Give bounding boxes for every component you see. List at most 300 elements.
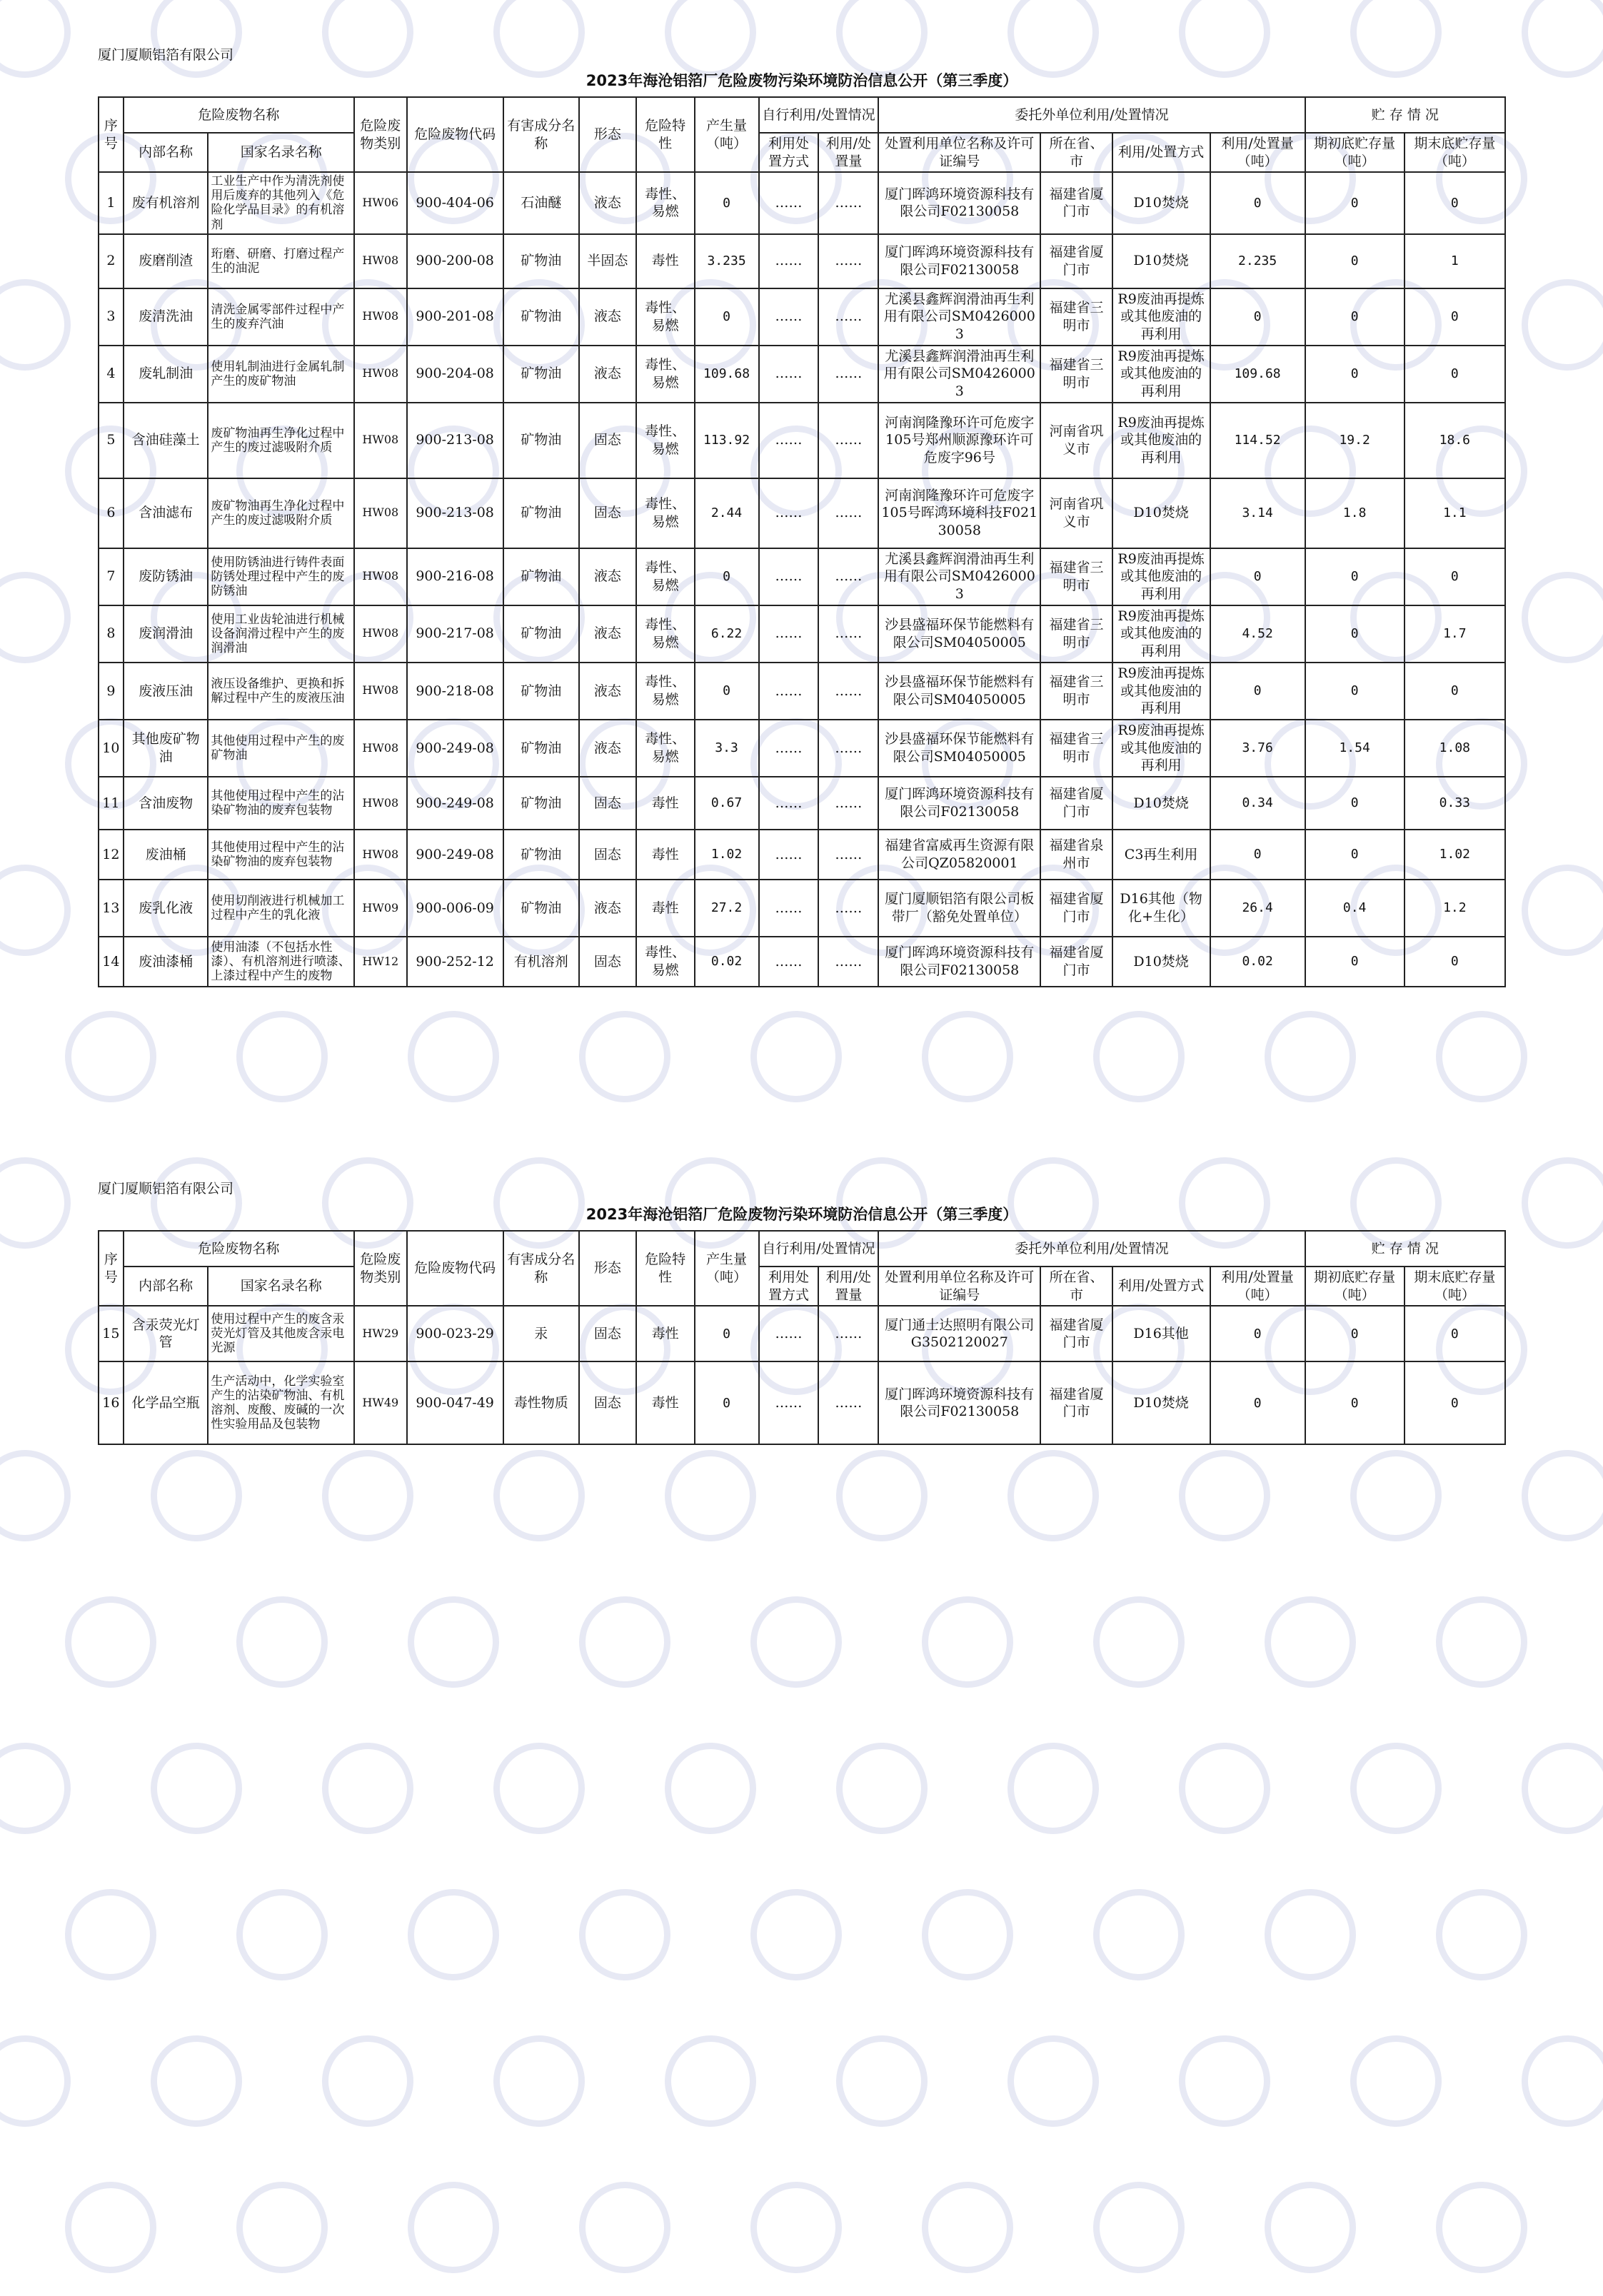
watermark-logo-icon	[471, 1720, 608, 1857]
row-location: 福建省泉州市	[1040, 830, 1112, 880]
row-location: 福建省厦门市	[1040, 234, 1112, 288]
header-unit: 处置利用单位名称及许可证编号	[878, 133, 1040, 172]
row-out-amount: 114.52	[1210, 403, 1305, 478]
row-end-store: 1	[1404, 234, 1505, 288]
header-end-store: 期末底贮存量（吨）	[1404, 133, 1505, 172]
company-name: 厦门厦顺铝箔有限公司	[98, 47, 234, 63]
row-harmful: 矿物油	[503, 478, 579, 548]
disclosure-page-1	[98, 44, 1506, 987]
row-hazard: 毒性	[636, 830, 695, 880]
watermark-logo-icon	[1499, 2013, 1603, 2150]
row-self-amount: ……	[818, 478, 878, 548]
header-self-method: 利用处置方式	[759, 133, 819, 172]
watermark-logo-icon	[213, 988, 351, 1125]
row-unit: 厦门晖鸿环境资源科技有限公司F02130058	[878, 937, 1040, 987]
row-hazard: 毒性	[636, 234, 695, 288]
watermark-logo-icon	[128, 1427, 265, 1564]
row-location: 福建省三明市	[1040, 346, 1112, 403]
row-seq: 12	[99, 830, 124, 880]
table-row	[99, 605, 1505, 663]
disclosure-page-2	[98, 1178, 1506, 1445]
row-catalog-name: 使用工业齿轮油进行机械设备润滑过程中产生的废润滑油	[208, 605, 354, 663]
header-code: 危险废物代码	[407, 1231, 503, 1306]
company-name: 厦门厦顺铝箔有限公司	[98, 1181, 234, 1197]
row-harmful: 矿物油	[503, 720, 579, 777]
row-catalog-name: 清洗金属零部件过程中产生的废弃汽油	[208, 288, 354, 346]
row-seq: 8	[99, 605, 124, 663]
row-seq: 2	[99, 234, 124, 288]
watermark-logo-icon	[728, 1574, 865, 1711]
watermark-logo-icon	[42, 1866, 179, 2003]
watermark-logo-icon	[385, 988, 522, 1125]
watermark-logo-icon	[1242, 988, 1379, 1125]
header-form: 形态	[579, 1231, 636, 1306]
row-amount: 0	[695, 663, 759, 720]
watermark-logo-icon	[128, 1720, 265, 1857]
row-code: 900-217-08	[407, 605, 503, 663]
row-seq: 6	[99, 478, 124, 548]
row-self-amount: ……	[818, 880, 878, 937]
row-harmful: 汞	[503, 1306, 579, 1361]
watermark-logo-icon	[299, 2013, 436, 2150]
header-method: 利用/处置方式	[1112, 133, 1210, 172]
row-category: HW08	[354, 777, 407, 830]
row-form: 固态	[579, 777, 636, 830]
row-method: D10焚烧	[1112, 777, 1210, 830]
row-unit: 厦门晖鸿环境资源科技有限公司F02130058	[878, 1361, 1040, 1444]
row-category: HW08	[354, 288, 407, 346]
row-unit: 河南润隆豫环许可危废字105号郑州顺源豫环许可危废字96号	[878, 403, 1040, 478]
row-start-store: 0	[1305, 605, 1404, 663]
row-category: HW08	[354, 605, 407, 663]
row-method: D16其他（物化+生化）	[1112, 880, 1210, 937]
header-harmful: 有害成分名称	[503, 97, 579, 172]
row-hazard: 毒性	[636, 1361, 695, 1444]
row-method: R9废油再提炼或其他废油的再利用	[1112, 403, 1210, 478]
watermark-logo-icon	[213, 1574, 351, 1711]
watermark-logo-icon	[899, 1866, 1036, 2003]
row-out-amount: 0	[1210, 172, 1305, 233]
row-method: R9废油再提炼或其他废油的再利用	[1112, 663, 1210, 720]
row-internal-name: 废清洗油	[124, 288, 208, 346]
watermark-logo-icon	[1413, 988, 1550, 1125]
header-storage: 贮 存 情 况	[1305, 97, 1505, 133]
table-row	[99, 1361, 1505, 1444]
watermark-logo-icon	[1413, 1574, 1550, 1711]
row-unit: 福建省富威再生资源有限公司QZ05820001	[878, 830, 1040, 880]
row-form: 液态	[579, 346, 636, 403]
row-category: HW08	[354, 403, 407, 478]
table-row	[99, 937, 1505, 987]
row-out-amount: 0	[1210, 548, 1305, 605]
watermark-logo-icon	[642, 1427, 779, 1564]
row-unit: 尤溪县鑫辉润滑油再生利用有限公司SM04260003	[878, 548, 1040, 605]
watermark-logo-icon	[556, 1574, 693, 1711]
watermark-logo-icon	[1584, 988, 1603, 1125]
row-category: HW12	[354, 937, 407, 987]
header-catalog-name: 国家名录名称	[208, 133, 354, 172]
watermark-logo-icon	[1499, 256, 1603, 393]
row-start-store: 0	[1305, 937, 1404, 987]
table-row	[99, 1306, 1505, 1361]
row-amount: 3.3	[695, 720, 759, 777]
row-self-amount: ……	[818, 777, 878, 830]
row-category: HW08	[354, 548, 407, 605]
row-out-amount: 109.68	[1210, 346, 1305, 403]
row-code: 900-047-49	[407, 1361, 503, 1444]
watermark-logo-icon	[1242, 1866, 1379, 2003]
table-row	[99, 777, 1505, 830]
row-start-store: 0	[1305, 1306, 1404, 1361]
row-out-amount: 0.02	[1210, 937, 1305, 987]
watermark-logo-icon	[1584, 110, 1603, 247]
row-self-amount: ……	[818, 720, 878, 777]
row-unit: 沙县盛福环保节能燃料有限公司SM04050005	[878, 663, 1040, 720]
row-self-method: ……	[759, 777, 819, 830]
row-hazard: 毒性	[636, 1306, 695, 1361]
row-seq: 7	[99, 548, 124, 605]
row-amount: 3.235	[695, 234, 759, 288]
row-out-amount: 0	[1210, 288, 1305, 346]
row-seq: 3	[99, 288, 124, 346]
watermark-logo-icon	[899, 988, 1036, 1125]
row-harmful: 矿物油	[503, 663, 579, 720]
table-row	[99, 346, 1505, 403]
row-harmful: 矿物油	[503, 880, 579, 937]
row-form: 液态	[579, 288, 636, 346]
table-row	[99, 720, 1505, 777]
row-amount: 109.68	[695, 346, 759, 403]
watermark-logo-icon	[899, 2159, 1036, 2296]
watermark-logo-icon	[1327, 1427, 1464, 1564]
row-code: 900-249-08	[407, 777, 503, 830]
page-title: 2023年海沧铝箔厂危险废物污染环境防治信息公开（第三季度）	[586, 72, 1018, 89]
header-category: 危险废物类别	[354, 1231, 407, 1306]
row-internal-name: 废液压油	[124, 663, 208, 720]
row-amount: 0.67	[695, 777, 759, 830]
row-code: 900-006-09	[407, 880, 503, 937]
row-category: HW08	[354, 720, 407, 777]
row-self-method: ……	[759, 1306, 819, 1361]
table-row	[99, 403, 1505, 478]
row-amount: 0	[695, 1361, 759, 1444]
row-end-store: 1.02	[1404, 830, 1505, 880]
row-unit: 厦门厦顺铝箔有限公司板带厂（豁免处置单位）	[878, 880, 1040, 937]
row-harmful: 毒性物质	[503, 1361, 579, 1444]
row-hazard: 毒性	[636, 880, 695, 937]
row-code: 900-216-08	[407, 548, 503, 605]
watermark-logo-icon	[0, 1134, 94, 1272]
watermark-logo-icon	[899, 1574, 1036, 1711]
row-catalog-name: 使用油漆（不包括水性漆）、有机溶剂进行喷漆、上漆过程中产生的废物	[208, 937, 354, 987]
row-hazard: 毒性、易燃	[636, 288, 695, 346]
row-end-store: 0.33	[1404, 777, 1505, 830]
watermark-logo-icon	[813, 1720, 950, 1857]
row-location: 福建省厦门市	[1040, 880, 1112, 937]
row-self-method: ……	[759, 234, 819, 288]
watermark-logo-icon	[1584, 695, 1603, 832]
row-self-amount: ……	[818, 234, 878, 288]
row-location: 河南省巩义市	[1040, 478, 1112, 548]
row-category: HW09	[354, 880, 407, 937]
row-code: 900-023-29	[407, 1306, 503, 1361]
row-self-amount: ……	[818, 403, 878, 478]
watermark-logo-icon	[0, 1720, 94, 1857]
header-unit: 处置利用单位名称及许可证编号	[878, 1267, 1040, 1306]
watermark-logo-icon	[1584, 403, 1603, 540]
row-harmful: 矿物油	[503, 346, 579, 403]
table-row	[99, 172, 1505, 233]
row-internal-name: 废有机溶剂	[124, 172, 208, 233]
header-amount: 产生量（吨）	[695, 1231, 759, 1306]
header-self-use: 自行利用/处置情况	[759, 1231, 879, 1267]
watermark-logo-icon	[642, 2013, 779, 2150]
row-code: 900-204-08	[407, 346, 503, 403]
watermark-logo-icon	[728, 988, 865, 1125]
header-location: 所在省、市	[1040, 133, 1112, 172]
header-category: 危险废物类别	[354, 97, 407, 172]
header-seq: 序号	[99, 1231, 124, 1306]
watermark-logo-icon	[642, 1720, 779, 1857]
row-harmful: 矿物油	[503, 288, 579, 346]
row-end-store: 0	[1404, 172, 1505, 233]
row-catalog-name: 液压设备维护、更换和拆解过程中产生的废液压油	[208, 663, 354, 720]
row-start-store: 0	[1305, 1361, 1404, 1444]
row-start-store: 0	[1305, 288, 1404, 346]
row-location: 福建省三明市	[1040, 720, 1112, 777]
watermark-logo-icon	[385, 1866, 522, 2003]
row-category: HW06	[354, 172, 407, 233]
row-location: 河南省巩义市	[1040, 403, 1112, 478]
row-location: 福建省三明市	[1040, 605, 1112, 663]
header-waste-name: 危险废物名称	[124, 1231, 354, 1267]
table-row	[99, 288, 1505, 346]
header-end-store: 期末底贮存量（吨）	[1404, 1267, 1505, 1306]
row-self-method: ……	[759, 720, 819, 777]
row-form: 固态	[579, 830, 636, 880]
watermark-logo-icon	[0, 2013, 94, 2150]
watermark-logo-icon	[0, 256, 94, 393]
watermark-logo-icon	[1413, 1866, 1550, 2003]
row-method: D10焚烧	[1112, 234, 1210, 288]
row-out-amount: 0	[1210, 1361, 1305, 1444]
row-internal-name: 废磨削渣	[124, 234, 208, 288]
row-code: 900-213-08	[407, 478, 503, 548]
row-catalog-name: 生产活动中，化学实验室产生的沾染矿物油、有机溶剂、废酸、废碱的一次性实验用品及包装物	[208, 1361, 354, 1444]
row-code: 900-252-12	[407, 937, 503, 987]
row-self-amount: ……	[818, 937, 878, 987]
watermark-logo-icon	[1499, 1427, 1603, 1564]
row-out-amount: 0	[1210, 1306, 1305, 1361]
row-self-amount: ……	[818, 663, 878, 720]
row-unit: 沙县盛福环保节能燃料有限公司SM04050005	[878, 720, 1040, 777]
row-category: HW08	[354, 478, 407, 548]
header-location: 所在省、市	[1040, 1267, 1112, 1306]
header-internal-name: 内部名称	[124, 133, 208, 172]
row-method: R9废油再提炼或其他废油的再利用	[1112, 346, 1210, 403]
row-unit: 沙县盛福环保节能燃料有限公司SM04050005	[878, 605, 1040, 663]
row-catalog-name: 其他使用过程中产生的废矿物油	[208, 720, 354, 777]
row-start-store: 0	[1305, 830, 1404, 880]
row-self-amount: ……	[818, 605, 878, 663]
header-self-method: 利用处置方式	[759, 1267, 819, 1306]
row-code: 900-218-08	[407, 663, 503, 720]
watermark-logo-icon	[556, 2159, 693, 2296]
header-self-use: 自行利用/处置情况	[759, 97, 879, 133]
row-self-method: ……	[759, 346, 819, 403]
row-code: 900-249-08	[407, 720, 503, 777]
watermark-logo-icon	[0, 0, 94, 101]
row-category: HW49	[354, 1361, 407, 1444]
row-self-method: ……	[759, 830, 819, 880]
watermark-logo-icon	[556, 988, 693, 1125]
row-self-method: ……	[759, 478, 819, 548]
row-unit: 厦门通士达照明有限公司G3502120027	[878, 1306, 1040, 1361]
row-method: C3再生利用	[1112, 830, 1210, 880]
header-harmful: 有害成分名称	[503, 1231, 579, 1306]
header-internal-name: 内部名称	[124, 1267, 208, 1306]
row-form: 固态	[579, 478, 636, 548]
watermark-logo-icon	[471, 2013, 608, 2150]
watermark-logo-icon	[0, 842, 94, 979]
header-start-store: 期初底贮存量（吨）	[1305, 1267, 1404, 1306]
table-body	[99, 1306, 1505, 1444]
row-unit: 厦门晖鸿环境资源科技有限公司F02130058	[878, 172, 1040, 233]
row-end-store: 1.7	[1404, 605, 1505, 663]
row-unit: 厦门晖鸿环境资源科技有限公司F02130058	[878, 234, 1040, 288]
row-unit: 尤溪县鑫辉润滑油再生利用有限公司SM04260003	[878, 346, 1040, 403]
row-unit: 河南润隆豫环许可危废字105号晖鸿环境科技F02130058	[878, 478, 1040, 548]
row-catalog-name: 其他使用过程中产生的沾染矿物油的废弃包装物	[208, 777, 354, 830]
watermark-logo-icon	[299, 1427, 436, 1564]
row-location: 福建省厦门市	[1040, 1306, 1112, 1361]
watermark-logo-icon	[385, 2159, 522, 2296]
row-end-store: 1.08	[1404, 720, 1505, 777]
row-out-amount: 4.52	[1210, 605, 1305, 663]
row-internal-name: 废润滑油	[124, 605, 208, 663]
row-end-store: 0	[1404, 288, 1505, 346]
row-end-store: 0	[1404, 937, 1505, 987]
watermark-logo-icon	[42, 2159, 179, 2296]
row-form: 固态	[579, 1306, 636, 1361]
header-catalog-name: 国家名录名称	[208, 1267, 354, 1306]
watermark-logo-icon	[1242, 2159, 1379, 2296]
row-form: 液态	[579, 720, 636, 777]
watermark-logo-icon	[1499, 1134, 1603, 1272]
row-method: D10焚烧	[1112, 478, 1210, 548]
row-self-method: ……	[759, 937, 819, 987]
header-storage: 贮 存 情 况	[1305, 1231, 1505, 1267]
watermark-logo-icon	[213, 2159, 351, 2296]
row-end-store: 1.1	[1404, 478, 1505, 548]
row-internal-name: 废乳化液	[124, 880, 208, 937]
row-harmful: 矿物油	[503, 830, 579, 880]
row-amount: 27.2	[695, 880, 759, 937]
row-out-amount: 0	[1210, 663, 1305, 720]
row-self-method: ……	[759, 403, 819, 478]
row-hazard: 毒性	[636, 777, 695, 830]
row-self-amount: ……	[818, 830, 878, 880]
row-internal-name: 废油漆桶	[124, 937, 208, 987]
row-hazard: 毒性、易燃	[636, 663, 695, 720]
waste-table	[98, 96, 1506, 987]
watermark-logo-icon	[728, 2159, 865, 2296]
row-method: R9废油再提炼或其他废油的再利用	[1112, 288, 1210, 346]
row-form: 液态	[579, 548, 636, 605]
row-self-method: ……	[759, 880, 819, 937]
row-harmful: 矿物油	[503, 234, 579, 288]
row-out-amount: 3.76	[1210, 720, 1305, 777]
watermark-logo-icon	[1499, 1720, 1603, 1857]
row-harmful: 石油醚	[503, 172, 579, 233]
watermark-logo-icon	[128, 2013, 265, 2150]
row-method: D16其他	[1112, 1306, 1210, 1361]
row-category: HW08	[354, 663, 407, 720]
waste-table	[98, 1230, 1506, 1445]
row-location: 福建省厦门市	[1040, 777, 1112, 830]
row-unit: 厦门晖鸿环境资源科技有限公司F02130058	[878, 777, 1040, 830]
row-category: HW08	[354, 234, 407, 288]
watermark-logo-icon	[1584, 2159, 1603, 2296]
row-out-amount: 2.235	[1210, 234, 1305, 288]
row-form: 固态	[579, 937, 636, 987]
watermark-logo-icon	[1070, 1866, 1207, 2003]
row-category: HW08	[354, 830, 407, 880]
watermark-logo-icon	[299, 1720, 436, 1857]
row-out-amount: 3.14	[1210, 478, 1305, 548]
row-method: R9废油再提炼或其他废油的再利用	[1112, 605, 1210, 663]
row-self-method: ……	[759, 288, 819, 346]
header-code: 危险废物代码	[407, 97, 503, 172]
header-out-amount: 利用/处置量（吨）	[1210, 133, 1305, 172]
row-catalog-name: 使用过程中产生的废含汞荧光灯管及其他废含汞电光源	[208, 1306, 354, 1361]
row-amount: 6.22	[695, 605, 759, 663]
header-amount: 产生量（吨）	[695, 97, 759, 172]
row-internal-name: 废轧制油	[124, 346, 208, 403]
watermark-logo-icon	[1070, 2159, 1207, 2296]
row-seq: 14	[99, 937, 124, 987]
row-catalog-name: 使用轧制油进行金属轧制产生的废矿物油	[208, 346, 354, 403]
row-end-store: 18.6	[1404, 403, 1505, 478]
row-internal-name: 废油桶	[124, 830, 208, 880]
row-hazard: 毒性、易燃	[636, 403, 695, 478]
table-body	[99, 172, 1505, 987]
watermark-logo-icon	[1499, 549, 1603, 686]
header-self-amount: 利用/处置量	[818, 1267, 878, 1306]
watermark-logo-icon	[1327, 1720, 1464, 1857]
watermark-logo-icon	[213, 1866, 351, 2003]
watermark-logo-icon	[813, 2013, 950, 2150]
row-self-method: ……	[759, 172, 819, 233]
row-start-store: 0	[1305, 663, 1404, 720]
row-internal-name: 含油硅藻土	[124, 403, 208, 478]
row-out-amount: 0	[1210, 830, 1305, 880]
row-internal-name: 含油废物	[124, 777, 208, 830]
row-catalog-name: 其他使用过程中产生的沾染矿物油的废弃包装物	[208, 830, 354, 880]
header-out-amount: 利用/处置量（吨）	[1210, 1267, 1305, 1306]
row-internal-name: 含汞荧光灯管	[124, 1306, 208, 1361]
watermark-logo-icon	[1327, 2013, 1464, 2150]
row-self-method: ……	[759, 1361, 819, 1444]
row-form: 液态	[579, 605, 636, 663]
row-amount: 0	[695, 548, 759, 605]
header-hazard: 危险特性	[636, 1231, 695, 1306]
row-self-amount: ……	[818, 1306, 878, 1361]
watermark-logo-icon	[1156, 1720, 1293, 1857]
watermark-logo-icon	[1499, 0, 1603, 101]
row-end-store: 1.2	[1404, 880, 1505, 937]
row-harmful: 矿物油	[503, 548, 579, 605]
